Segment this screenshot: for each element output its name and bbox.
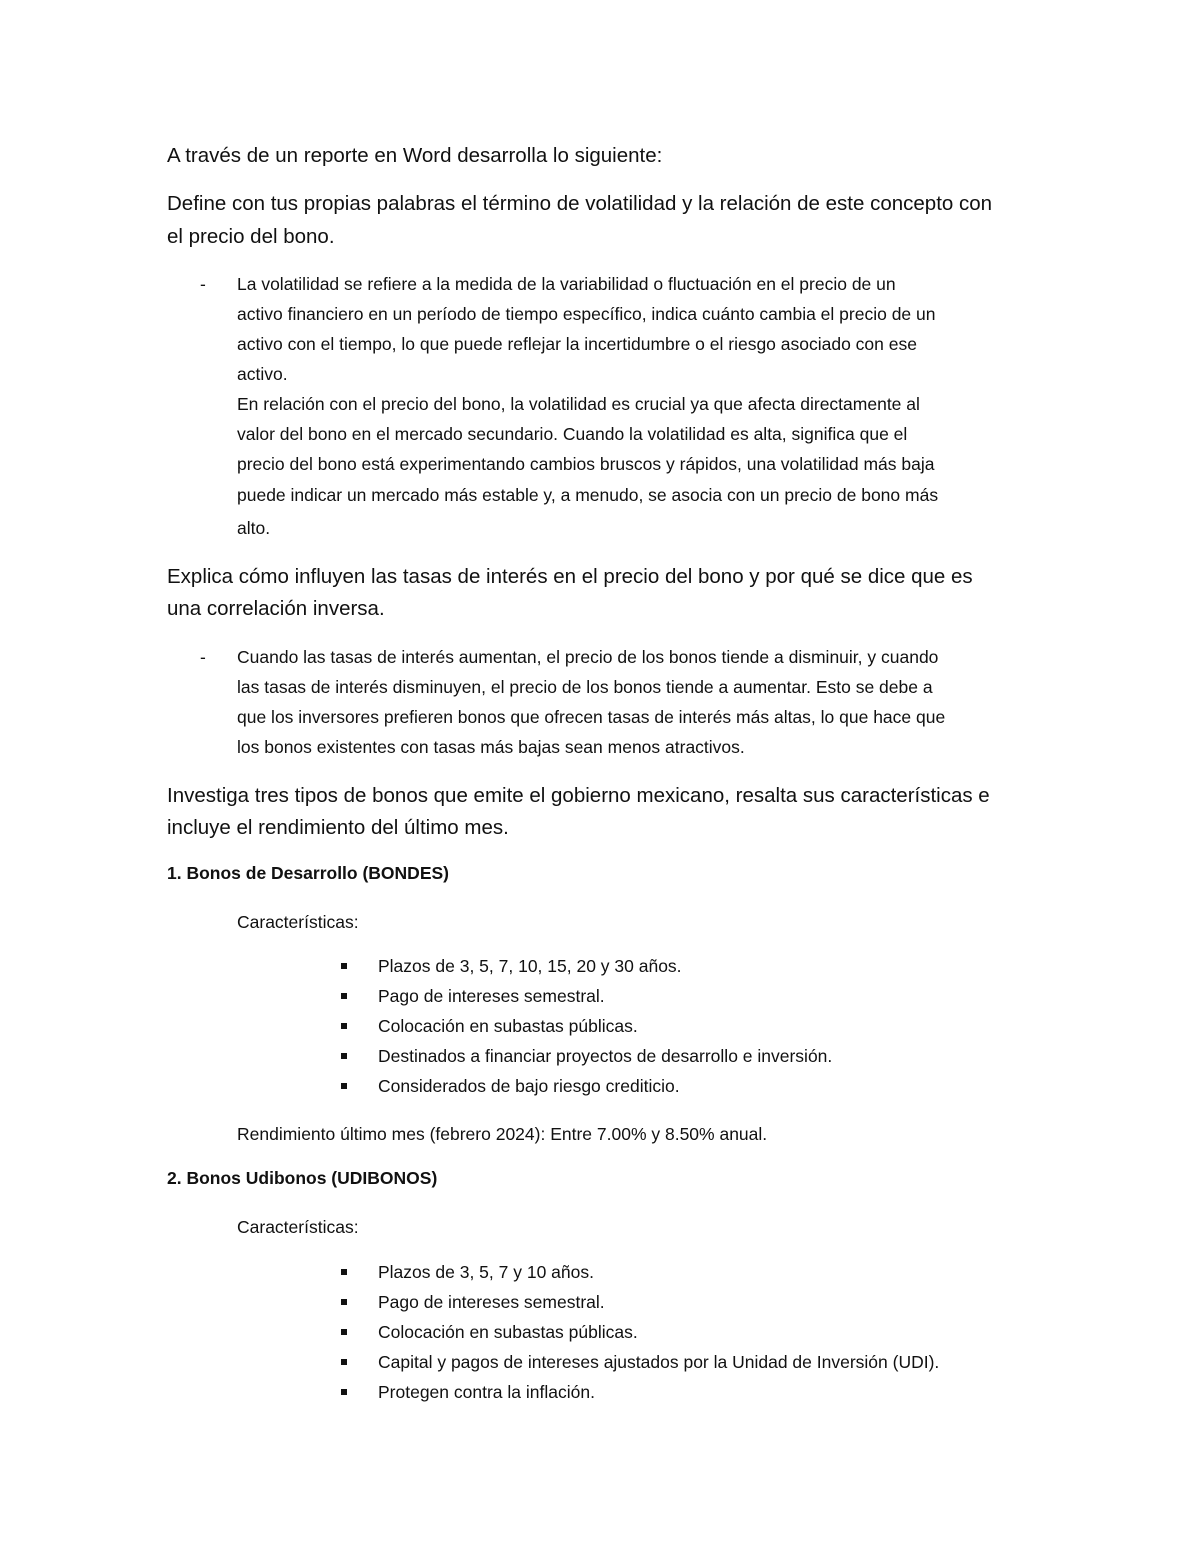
answer-2-line: que los inversores prefieren bonos que ofrecen tasas de interés más altas, lo que hace que — [237, 707, 946, 727]
square-bullet-icon — [341, 1359, 347, 1365]
square-bullet-icon — [341, 1329, 347, 1335]
dash-bullet: - — [200, 274, 206, 294]
dash-bullet: - — [200, 647, 206, 667]
bond-2-title: 2. Bonos Udibonos (UDIBONOS) — [167, 1168, 438, 1188]
bond-1-feature: Considerados de bajo riesgo crediticio. — [378, 1076, 680, 1096]
question-2-line-2: una correlación inversa. — [167, 597, 385, 620]
bond-2-feature: Protegen contra la inflación. — [378, 1382, 595, 1402]
intro-text: A través de un reporte en Word desarrolla lo siguiente: — [167, 144, 663, 167]
bond-1-feature: Colocación en subastas públicas. — [378, 1016, 638, 1036]
bond-2-feature: Colocación en subastas públicas. — [378, 1322, 638, 1342]
square-bullet-icon — [341, 1299, 347, 1305]
bond-2-feature: Plazos de 3, 5, 7 y 10 años. — [378, 1262, 594, 1282]
square-bullet-icon — [341, 1053, 347, 1059]
bond-2-features-label: Características: — [237, 1217, 359, 1237]
square-bullet-icon — [341, 963, 347, 969]
bond-1-feature: Destinados a financiar proyectos de desarrollo e inversión. — [378, 1046, 833, 1066]
square-bullet-icon — [341, 1023, 347, 1029]
answer-1-line: precio del bono está experimentando cambios bruscos y rápidos, una volatilidad más baja — [237, 454, 935, 474]
answer-1-line: activo con el tiempo, lo que puede reflejar la incertidumbre o el riesgo asociado con ese — [237, 334, 917, 354]
answer-1-line: puede indicar un mercado más estable y, a menudo, se asocia con un precio de bono más — [237, 485, 939, 505]
bond-2-feature: Capital y pagos de intereses ajustados por la Unidad de Inversión (UDI). — [378, 1352, 940, 1372]
square-bullet-icon — [341, 1083, 347, 1089]
question-3-line-2: incluye el rendimiento del último mes. — [167, 816, 509, 839]
answer-1-line: La volatilidad se refiere a la medida de la variabilidad o fluctuación en el precio de un — [237, 274, 896, 294]
answer-2-line: las tasas de interés disminuyen, el precio de los bonos tiende a aumentar. Esto se debe a — [237, 677, 933, 697]
bond-2-feature: Pago de intereses semestral. — [378, 1292, 605, 1312]
question-1-line-1: Define con tus propias palabras el término de volatilidad y la relación de este concepto con — [167, 192, 993, 215]
question-1-line-2: el precio del bono. — [167, 225, 335, 248]
square-bullet-icon — [341, 1269, 347, 1275]
bond-1-yield: Rendimiento último mes (febrero 2024): Entre 7.00% y 8.50% anual. — [237, 1124, 768, 1144]
answer-1-line: activo. — [237, 364, 288, 384]
bond-1-features-label: Características: — [237, 912, 359, 932]
question-2-line-1: Explica cómo influyen las tasas de interés en el precio del bono y por qué se dice que es — [167, 565, 973, 588]
answer-1-line: En relación con el precio del bono, la volatilidad es crucial ya que afecta directamente al — [237, 394, 920, 414]
answer-1-line: alto. — [237, 518, 271, 538]
square-bullet-icon — [341, 993, 347, 999]
answer-1-line: activo financiero en un período de tiempo específico, indica cuánto cambia el precio de un — [237, 304, 936, 324]
answer-2-line: Cuando las tasas de interés aumentan, el precio de los bonos tiende a disminuir, y cuando — [237, 647, 939, 667]
bond-1-feature: Pago de intereses semestral. — [378, 986, 605, 1006]
answer-2-line: los bonos existentes con tasas más bajas sean menos atractivos. — [237, 737, 745, 757]
answer-1-line: valor del bono en el mercado secundario. Cuando la volatilidad es alta, significa que el — [237, 424, 908, 444]
question-3-line-1: Investiga tres tipos de bonos que emite el gobierno mexicano, resalta sus características e — [167, 784, 990, 807]
square-bullet-icon — [341, 1389, 347, 1395]
bond-1-title: 1. Bonos de Desarrollo (BONDES) — [167, 863, 449, 883]
bond-1-feature: Plazos de 3, 5, 7, 10, 15, 20 y 30 años. — [378, 956, 682, 976]
